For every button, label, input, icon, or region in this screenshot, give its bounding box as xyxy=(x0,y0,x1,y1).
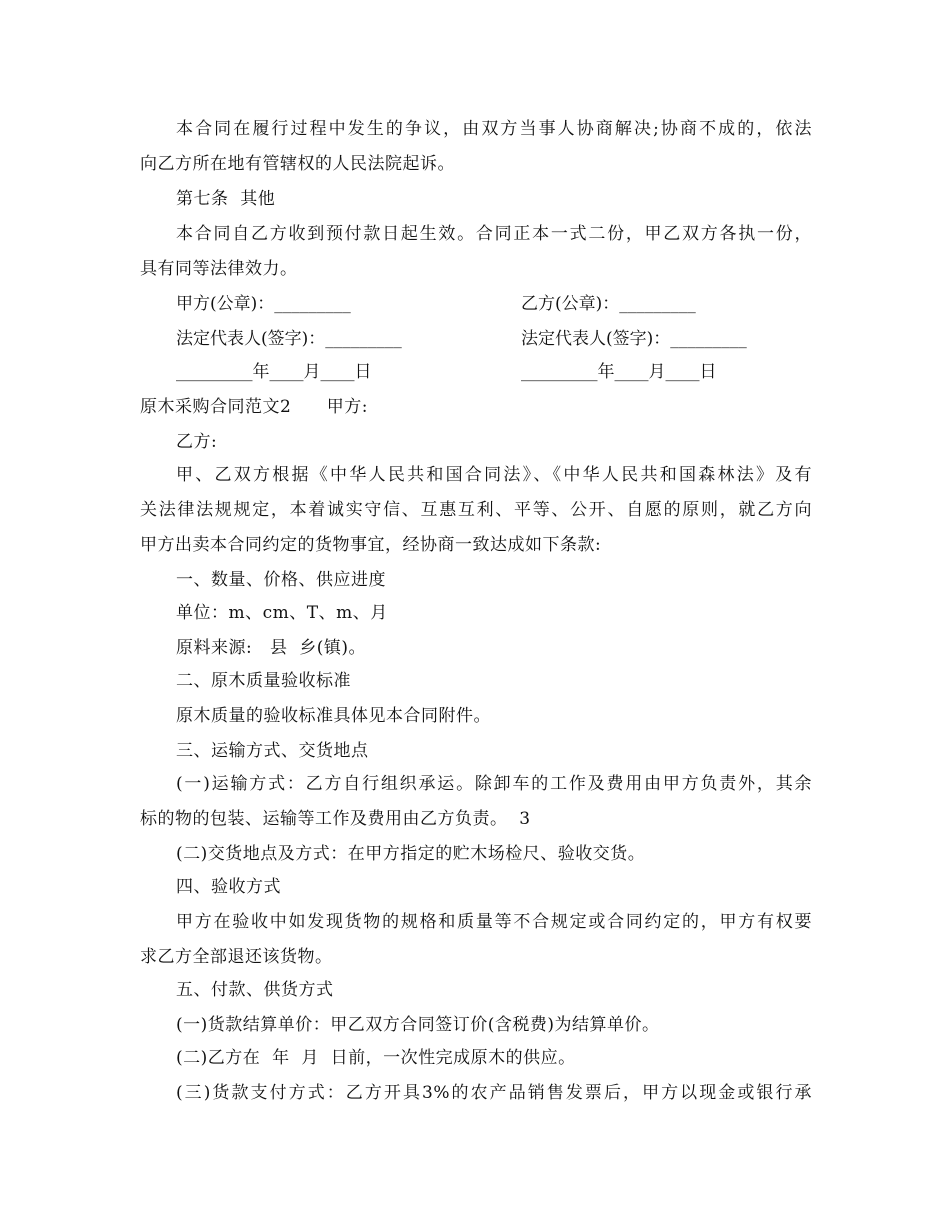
party-b-representative-field: 法定代表人(签字)：_________ xyxy=(521,329,747,349)
section-heading: 四、验收方式 xyxy=(176,877,281,897)
paragraph-line: 向乙方所在地有管辖权的人民法院起诉。 xyxy=(140,154,455,174)
party-a-representative-field: 法定代表人(签字)：_________ xyxy=(176,329,402,349)
party-a-date-field: _________年____月____日 xyxy=(176,362,372,382)
paragraph-line: 关法律法规规定，本着诚实守信、互惠互利、平等、公开、自愿的原则，就乙方向 xyxy=(140,500,812,520)
section-heading: 三、运输方式、交货地点 xyxy=(176,741,369,761)
party-b-date-field: _________年____月____日 xyxy=(521,362,717,382)
party-a-seal-field: 甲方(公章)：_________ xyxy=(176,294,351,314)
paragraph-line: (二)交货地点及方式：在甲方指定的贮木场检尺、验收交货。 xyxy=(176,844,646,864)
paragraph-line: 求乙方全部退还该货物。 xyxy=(140,947,333,967)
paragraph-line: 甲、乙双方根据《中华人民共和国合同法》、《中华人民共和国森林法》及有 xyxy=(176,465,812,485)
party-b-label: 乙方: xyxy=(176,432,218,452)
paragraph-line: 具有同等法律效力。 xyxy=(140,259,298,279)
section-heading: 一、数量、价格、供应进度 xyxy=(176,570,386,590)
section-heading: 二、原木质量验收标准 xyxy=(176,671,351,691)
paragraph-line: (二)乙方在 年 月 日前，一次性完成原木的供应。 xyxy=(176,1048,576,1068)
paragraph-line: 甲方在验收中如发现货物的规格和质量等不合规定或合同约定的，甲方有权要 xyxy=(176,912,812,932)
paragraph-line: 甲方出卖本合同约定的货物事宜，经协商一致达成如下条款: xyxy=(140,535,602,555)
paragraph-line: (一)运输方式：乙方自行组织承运。除卸车的工作及费用由甲方负责外，其余 xyxy=(176,774,812,794)
paragraph-line: 本合同自乙方收到预付款日起生效。合同正本一式二份，甲乙双方各执一份， xyxy=(176,224,812,244)
paragraph-line: 原木质量的验收标准具体见本合同附件。 xyxy=(176,706,491,726)
paragraph-line: (一)货款结算单价：甲乙双方合同签订价(含税费)为结算单价。 xyxy=(176,1015,660,1035)
section-heading: 五、付款、供货方式 xyxy=(176,980,334,1000)
party-b-seal-field: 乙方(公章)：_________ xyxy=(521,294,696,314)
section-heading: 第七条 其他 xyxy=(176,189,276,209)
paragraph-line: 标的物的包装、运输等工作及费用由乙方负责。 3 xyxy=(140,809,531,829)
paragraph-line: 单位：m、cm、T、m、月 xyxy=(176,603,388,623)
document-title: 原木采购合同范文2 甲方: xyxy=(140,397,368,417)
paragraph-line: 本合同在履行过程中发生的争议，由双方当事人协商解决;协商不成的，依法 xyxy=(176,119,812,139)
paragraph-line: 原料来源: 县 乡(镇)。 xyxy=(176,638,367,658)
paragraph-line: (三)货款支付方式：乙方开具3%的农产品销售发票后，甲方以现金或银行承 xyxy=(176,1083,812,1103)
